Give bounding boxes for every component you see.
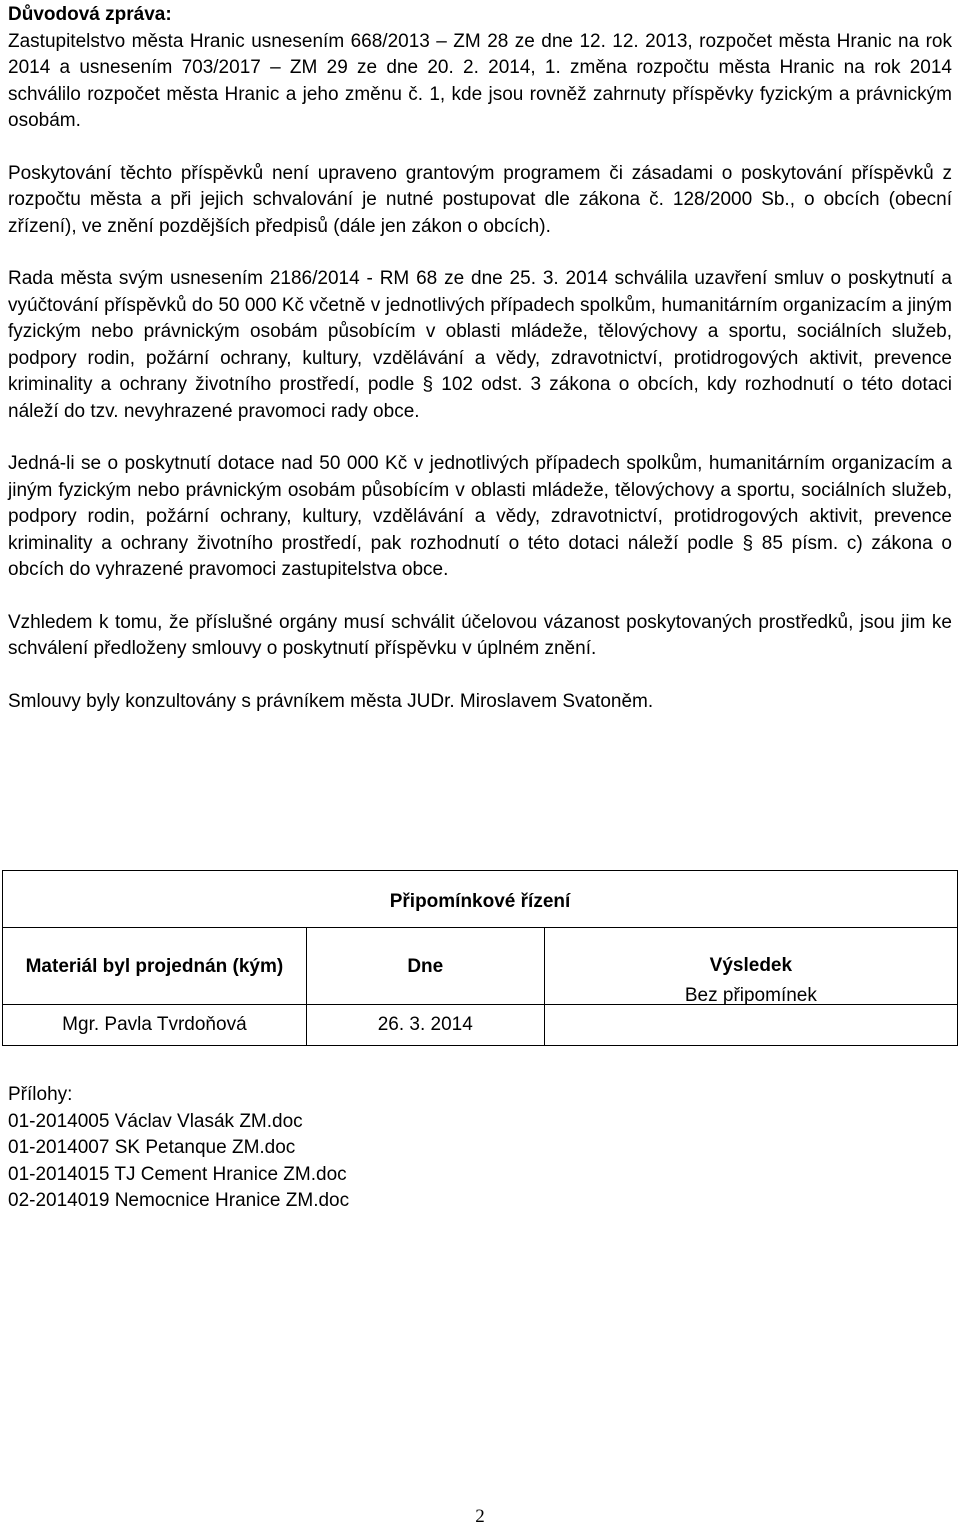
- result-value-cell: [545, 985, 957, 1045]
- document-heading: Důvodová zpráva:: [8, 4, 172, 25]
- document-body: [8, 0, 952, 715]
- paragraph-legal-consultation: Smlouvy byly konzultovány s právníkem města JUDr. Miroslavem Svatoněm.: [8, 690, 654, 712]
- attachment-item: 01-2014015 TJ Cement Hranice ZM.doc: [8, 1163, 347, 1185]
- paragraph-assembly-authority: Jedná-li se o poskytnutí dotace nad 50 000 Kč v jednotlivých případech spolkům, humanitárním organizacím a jiným fyzickým nebo právnickým osobám působícím v oblasti mládeže, tělovýchovy a sportu, sociálních služeb, podpory rodin, požární ochrany, kultury, vzdělávání a vědy, zdravotnictví, protidrogových aktivit, prevence kriminality a ochrany životního prostředí, pak rozhodnutí o této dotaci náleží podle § 85 písm. c) zákona o obcích do vyhrazené pravomoci zastupitelstva obce.: [8, 453, 952, 580]
- attachment-item: 01-2014007 SK Petanque ZM.doc: [8, 1137, 296, 1158]
- review-table: [2, 870, 958, 1046]
- header-date: Dne: [306, 928, 544, 1005]
- attachments-list: [8, 1082, 349, 1215]
- review-table-title: Připomínkové řízení: [3, 871, 958, 928]
- page-number: 2: [475, 1506, 485, 1527]
- header-discussed-by: Materiál byl projednán (kým): [3, 928, 307, 1005]
- paragraph-contracts-submitted: Vzhledem k tomu, že příslušné orgány musí schválit účelovou vázanost poskytovaných prostředků, jsou jim ke schválení předloženy smlouvy o poskytnutí příspěvku v úplném znění.: [8, 611, 952, 659]
- paragraph-council-resolution: Rada města svým usnesením 2186/2014 - RM 68 ze dne 25. 3. 2014 schválila uzavření smluv o poskytnutí a vyúčtování příspěvků do 50 000 Kč včetně v jednotlivých případech spolkům, humanitárním organizacím a jiným fyzickým nebo právnickým osobám působícím v oblasti mládeže, tělovýchovy a sportu, sociálních služeb, podpory rodin, požární ochrany, kultury, vzdělávání a vědy, zdravotnictví, protidrogových aktivit, prevence kriminality a ochrany životního prostředí, podle § 102 odst. 3 zákona o obcích, kdy rozhodnutí o této dotaci náleží do tzv. nevyhrazené pravomoci rady obce.: [8, 268, 952, 422]
- paragraph-legal-basis: Poskytování těchto příspěvků není upraveno grantovým programem či zásadami o poskytování příspěvků z rozpočtu města a při jejich schvalování je nutné postupovat dle zákona č. 128/2000 Sb., o obcích (obecní zřízení), ve znění pozdějších předpisů (dále jen zákon o obcích).: [8, 162, 952, 237]
- result-value: Bez připomínek: [684, 985, 817, 1006]
- attachment-item: 01-2014005 Václav Vlasák ZM.doc: [8, 1110, 303, 1132]
- paragraph-budget-approval: Zastupitelstvo města Hranic usnesením 668/2013 – ZM 28 ze dne 12. 12. 2013, rozpočet města Hranic na rok 2014 a usnesením 703/2017 – ZM 29 ze dne 20. 2. 2014, 1. změna rozpočtu města Hranic na rok 2014 schválilo rozpočet města Hranic a jeho změnu č. 1, kde jsou rovněž zahrnuty příspěvky fyzickým a právnickým osobám.: [8, 30, 952, 131]
- header-result-cell: [544, 928, 957, 1046]
- attachments-label: Přílohy:: [8, 1084, 73, 1105]
- value-date: 26. 3. 2014: [306, 1005, 544, 1046]
- attachment-item: 02-2014019 Nemocnice Hranice ZM.doc: [8, 1190, 350, 1211]
- header-result: Výsledek: [709, 955, 793, 976]
- value-discussed-by: Mgr. Pavla Tvrdoňová: [3, 1005, 307, 1046]
